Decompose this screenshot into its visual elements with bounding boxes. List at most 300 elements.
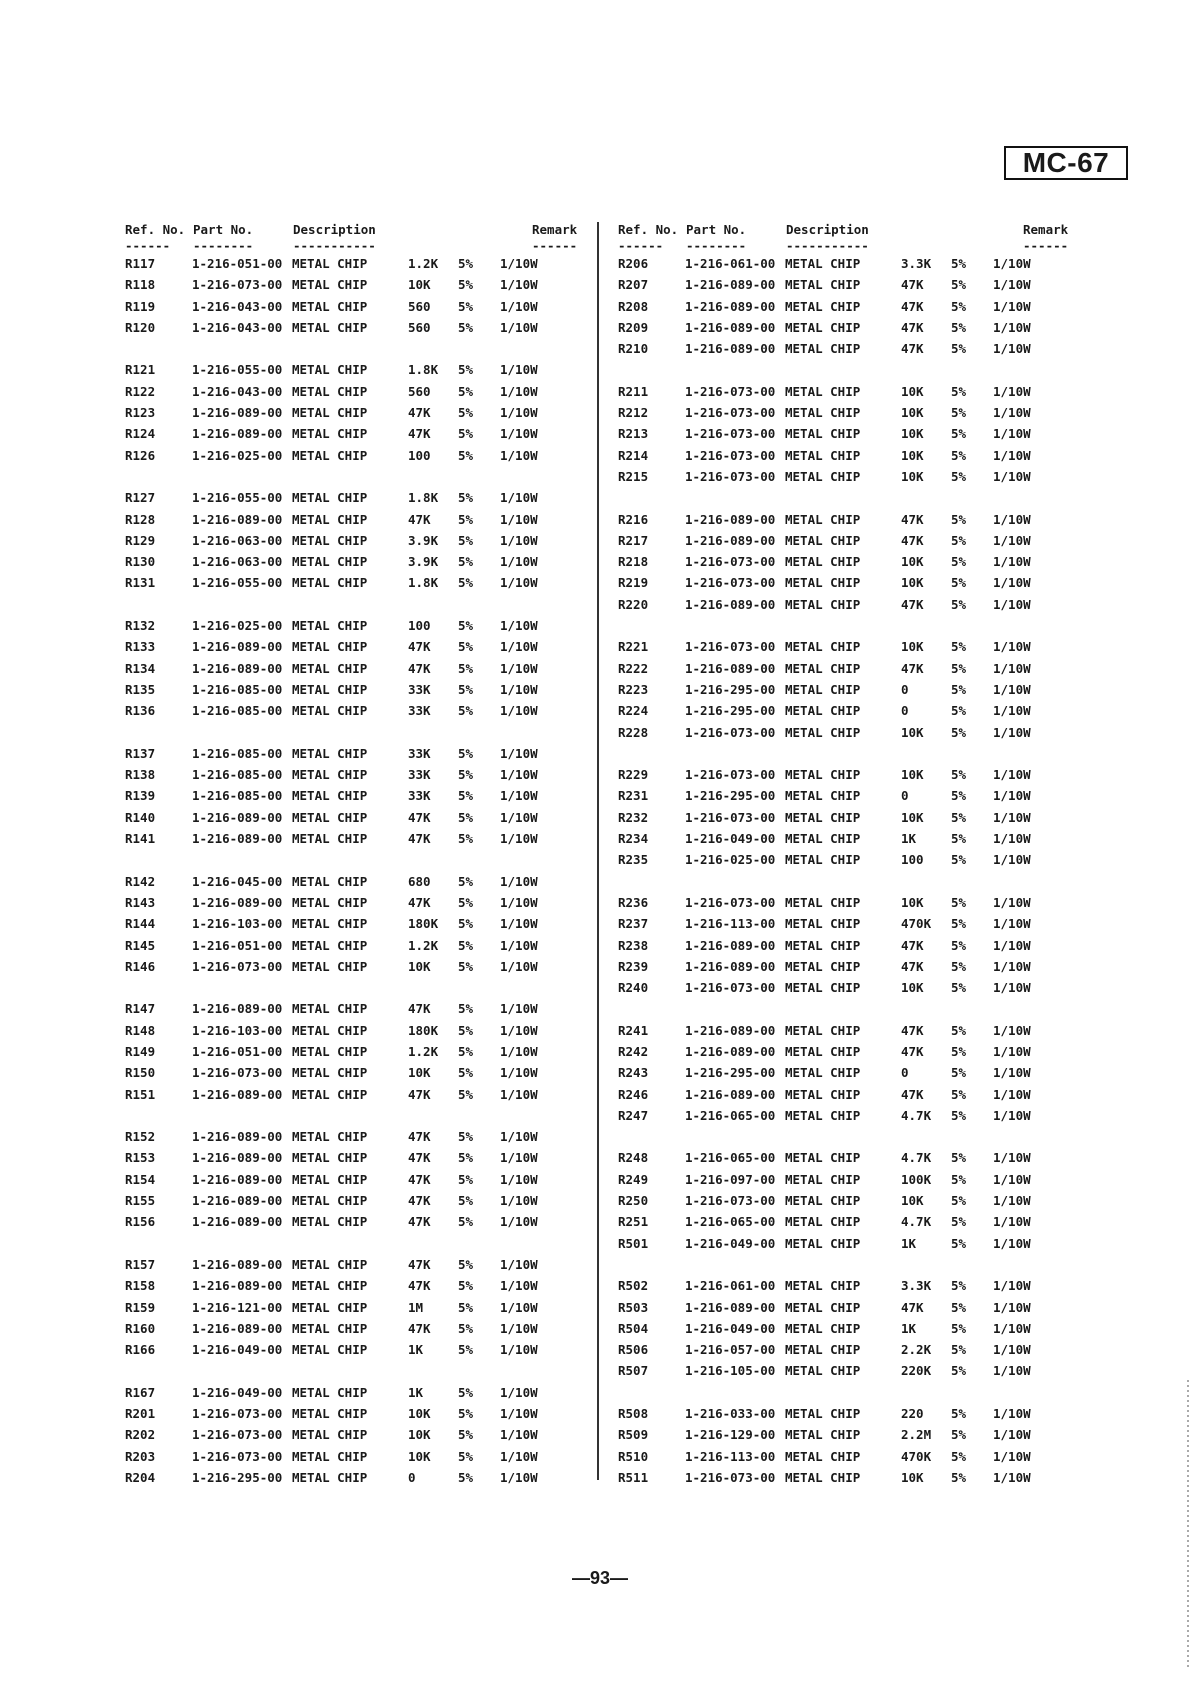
part-no-cell: 1-216-089-00 [192,1086,283,1102]
description-cell: METAL CHIP [785,958,861,974]
value-cell: 220K [901,1363,932,1379]
description-cell: METAL CHIP [785,703,861,719]
rating-cell: 1/10W [500,490,538,506]
table-row [618,938,1073,959]
group-spacer [125,1363,580,1384]
value-cell: 100 [408,618,431,634]
table-row [125,1193,580,1214]
table-row [125,1321,580,1342]
table-row [618,384,1073,405]
value-cell: 10K [408,277,431,293]
ref-no-cell: R211 [618,383,649,399]
value-cell: 560 [408,383,431,399]
rating-cell: 1/10W [500,809,538,825]
table-row [618,980,1073,1001]
tolerance-cell: 5% [458,256,474,271]
value-cell: 47K [408,426,431,442]
rating-cell: 1/10W [500,1129,538,1145]
part-no-cell: 1-216-057-00 [685,1342,776,1358]
part-no-cell: 1-216-089-00 [192,1171,283,1187]
description-cell: METAL CHIP [785,1043,861,1059]
value-cell: 10K [901,767,924,783]
value-cell: 33K [408,703,431,719]
part-no-cell: 1-216-073-00 [685,468,776,484]
tolerance-cell: 5% [458,1150,474,1166]
parts-column-left [125,222,580,1491]
description-cell: METAL CHIP [785,1278,861,1294]
ref-no-cell: R204 [125,1469,156,1485]
tolerance-cell: 5% [951,298,967,314]
rating-cell: 1/10W [993,468,1031,484]
tolerance-cell: 5% [458,937,474,953]
rating-cell: 1/10W [500,788,538,804]
table-row [618,1108,1073,1129]
value-cell: 10K [901,554,924,570]
table-row [618,448,1073,469]
table-row [125,1406,580,1427]
table-row [125,1172,580,1193]
description-cell: METAL CHIP [292,745,368,761]
part-no-cell: 1-216-063-00 [192,554,283,570]
tolerance-cell: 5% [951,767,967,783]
description-rule: ----------- [293,238,376,253]
rating-cell: 1/10W [993,1235,1031,1251]
tolerance-cell: 5% [951,831,967,847]
rating-cell: 1/10W [500,447,538,463]
ref-no-cell: R241 [618,1022,649,1038]
table-row [618,299,1073,320]
tolerance-cell: 5% [951,468,967,484]
value-cell: 560 [408,319,431,335]
table-row [125,682,580,703]
tolerance-cell: 5% [951,256,967,271]
value-cell: 1K [901,831,917,847]
part-no-cell: 1-216-295-00 [192,1469,283,1485]
table-row [125,661,580,682]
table-row [125,1278,580,1299]
ref-no-cell: R117 [125,256,156,271]
tolerance-cell: 5% [951,277,967,293]
table-row [125,1214,580,1235]
ref-no-cell: R224 [618,703,649,719]
tolerance-cell: 5% [951,554,967,570]
value-cell: 470K [901,916,932,932]
value-cell: 10K [901,980,924,996]
group-spacer [125,341,580,362]
value-cell: 47K [408,1193,431,1209]
value-cell: 10K [901,447,924,463]
tolerance-cell: 5% [951,532,967,548]
tolerance-cell: 5% [458,447,474,463]
ref-no-cell: R127 [125,490,156,506]
table-row [618,1193,1073,1214]
tolerance-cell: 5% [458,1043,474,1059]
tolerance-cell: 5% [458,681,474,697]
tolerance-cell: 5% [951,1043,967,1059]
scan-edge-marks [1187,1380,1189,1670]
group-spacer [618,1385,1073,1406]
part-no-cell: 1-216-295-00 [685,703,776,719]
ref-no-cell: R119 [125,298,156,314]
ref-no-cell: R148 [125,1022,156,1038]
ref-no-cell: R156 [125,1214,156,1230]
value-cell: 1.8K [408,575,439,591]
rating-cell: 1/10W [993,980,1031,996]
part-no-cell: 1-216-089-00 [685,277,776,293]
tolerance-cell: 5% [951,511,967,527]
part-no-cell: 1-216-085-00 [192,681,283,697]
description-cell: METAL CHIP [785,1150,861,1166]
part-no-cell: 1-216-089-00 [192,1001,283,1017]
value-cell: 47K [408,1256,431,1272]
value-cell: 10K [901,1469,924,1485]
table-row [618,597,1073,618]
group-spacer [125,980,580,1001]
group-spacer [618,746,1073,767]
column-header [618,222,1073,256]
value-cell: 0 [901,703,909,719]
table-row [125,448,580,469]
table-row [125,1001,580,1022]
value-cell: 10K [901,383,924,399]
table-row [125,490,580,511]
value-cell: 47K [901,1299,924,1315]
part-no-cell: 1-216-089-00 [192,831,283,847]
value-cell: 10K [901,894,924,910]
ref-no-cell: R232 [618,809,649,825]
description-cell: METAL CHIP [785,1427,861,1443]
table-row [125,703,580,724]
description-cell: METAL CHIP [292,958,368,974]
tolerance-cell: 5% [458,1448,474,1464]
value-cell: 10K [408,1448,431,1464]
ref-no-cell: R202 [125,1427,156,1443]
ref-no-cell: R129 [125,532,156,548]
description-cell: METAL CHIP [292,703,368,719]
description-cell: METAL CHIP [785,1214,861,1230]
part-no-cell: 1-216-073-00 [685,426,776,442]
part-no-cell: 1-216-105-00 [685,1363,776,1379]
description-cell: METAL CHIP [785,852,861,868]
group-spacer [618,1129,1073,1150]
ref-no-cell: R251 [618,1214,649,1230]
rating-cell: 1/10W [500,405,538,421]
part-no-cell: 1-216-025-00 [685,852,776,868]
rating-cell: 1/10W [993,703,1031,719]
value-cell: 47K [901,958,924,974]
table-row [618,554,1073,575]
ref-no-cell: R140 [125,809,156,825]
ref-no-cell: R207 [618,277,649,293]
description-cell: METAL CHIP [292,532,368,548]
ref-no-cell: R150 [125,1065,156,1081]
tolerance-cell: 5% [951,1320,967,1336]
tolerance-cell: 5% [458,767,474,783]
table-row [618,1065,1073,1086]
part-no-cell: 1-216-089-00 [685,660,776,676]
description-cell: METAL CHIP [292,639,368,655]
tolerance-cell: 5% [951,980,967,996]
description-cell: METAL CHIP [785,788,861,804]
part-no-header: Part No. [193,222,254,237]
rating-cell: 1/10W [500,1469,538,1485]
part-no-cell: 1-216-089-00 [685,319,776,335]
table-row [125,1129,580,1150]
table-row [125,895,580,916]
tolerance-cell: 5% [951,447,967,463]
description-cell: METAL CHIP [292,277,368,293]
part-no-cell: 1-216-073-00 [685,1193,776,1209]
rating-cell: 1/10W [993,554,1031,570]
description-cell: METAL CHIP [292,1384,368,1400]
rating-cell: 1/10W [500,1448,538,1464]
table-row [618,575,1073,596]
description-cell: METAL CHIP [292,831,368,847]
value-cell: 0 [901,681,909,697]
value-cell: 4.7K [901,1214,932,1230]
value-cell: 47K [901,596,924,612]
value-cell: 33K [408,681,431,697]
value-cell: 47K [408,639,431,655]
part-no-cell: 1-216-063-00 [192,532,283,548]
ref-no-cell: R234 [618,831,649,847]
ref-no-cell: R222 [618,660,649,676]
tolerance-cell: 5% [458,362,474,378]
description-cell: METAL CHIP [785,256,861,271]
ref-no-cell: R154 [125,1171,156,1187]
description-cell: METAL CHIP [785,1299,861,1315]
tolerance-cell: 5% [458,745,474,761]
tolerance-cell: 5% [951,916,967,932]
ref-no-cell: R246 [618,1086,649,1102]
rating-cell: 1/10W [500,426,538,442]
tolerance-cell: 5% [951,1214,967,1230]
tolerance-cell: 5% [458,490,474,506]
description-cell: METAL CHIP [292,490,368,506]
description-cell: METAL CHIP [785,916,861,932]
description-cell: METAL CHIP [785,809,861,825]
table-row [125,277,580,298]
description-cell: METAL CHIP [292,1043,368,1059]
table-row [618,1044,1073,1065]
tolerance-cell: 5% [951,383,967,399]
rating-cell: 1/10W [500,1171,538,1187]
ref-no-cell: R159 [125,1299,156,1315]
part-no-cell: 1-216-089-00 [685,298,776,314]
part-no-cell: 1-216-073-00 [685,575,776,591]
table-row [618,1214,1073,1235]
rating-cell: 1/10W [500,1214,538,1230]
part-no-cell: 1-216-073-00 [685,1469,776,1485]
table-row [618,1427,1073,1448]
rating-cell: 1/10W [500,1043,538,1059]
value-cell: 10K [408,1065,431,1081]
rating-cell: 1/10W [993,447,1031,463]
description-cell: METAL CHIP [785,1448,861,1464]
description-cell: METAL CHIP [292,788,368,804]
description-cell: METAL CHIP [785,468,861,484]
part-no-cell: 1-216-043-00 [192,298,283,314]
description-cell: METAL CHIP [292,1427,368,1443]
rating-cell: 1/10W [500,916,538,932]
table-row [125,1300,580,1321]
table-row [618,767,1073,788]
ref-no-cell: R240 [618,980,649,996]
description-cell: METAL CHIP [785,341,861,357]
part-no-cell: 1-216-097-00 [685,1171,776,1187]
rating-cell: 1/10W [993,1065,1031,1081]
rating-cell: 1/10W [500,298,538,314]
value-cell: 10K [901,809,924,825]
description-cell: METAL CHIP [292,511,368,527]
part-no-cell: 1-216-089-00 [192,1278,283,1294]
ref-no-cell: R151 [125,1086,156,1102]
description-cell: METAL CHIP [292,1214,368,1230]
group-spacer [618,490,1073,511]
rating-cell: 1/10W [500,383,538,399]
table-row [125,426,580,447]
ref-no-cell: R223 [618,681,649,697]
rating-cell: 1/10W [500,1299,538,1315]
value-cell: 1M [408,1299,424,1315]
part-no-cell: 1-216-089-00 [192,1214,283,1230]
value-cell: 560 [408,298,431,314]
table-row [125,1087,580,1108]
value-cell: 47K [901,937,924,953]
description-cell: METAL CHIP [292,298,368,314]
rating-cell: 1/10W [993,341,1031,357]
description-cell: METAL CHIP [785,894,861,910]
ref-no-cell: R235 [618,852,649,868]
table-row [618,895,1073,916]
description-cell: METAL CHIP [292,1193,368,1209]
table-row [618,1300,1073,1321]
tolerance-cell: 5% [458,958,474,974]
table-row [125,788,580,809]
rating-cell: 1/10W [993,1043,1031,1059]
ref-no-rule: ------ [618,238,664,253]
part-no-cell: 1-216-049-00 [192,1342,283,1358]
ref-no-cell: R144 [125,916,156,932]
table-row [618,1363,1073,1384]
rating-cell: 1/10W [500,958,538,974]
tolerance-cell: 5% [951,1193,967,1209]
rating-cell: 1/10W [500,575,538,591]
description-cell: METAL CHIP [292,681,368,697]
table-row [618,320,1073,341]
rating-cell: 1/10W [993,1150,1031,1166]
group-spacer [125,1108,580,1129]
value-cell: 47K [901,319,924,335]
ref-no-cell: R149 [125,1043,156,1059]
value-cell: 47K [408,405,431,421]
ref-no-cell: R506 [618,1342,649,1358]
part-no-cell: 1-216-085-00 [192,767,283,783]
table-row [125,810,580,831]
value-cell: 47K [901,341,924,357]
value-cell: 10K [901,1193,924,1209]
description-cell: METAL CHIP [785,554,861,570]
description-cell: METAL CHIP [785,1406,861,1422]
description-cell: METAL CHIP [292,1469,368,1485]
tolerance-cell: 5% [458,532,474,548]
description-cell: METAL CHIP [785,319,861,335]
tolerance-cell: 5% [458,1065,474,1081]
rating-cell: 1/10W [993,575,1031,591]
rating-cell: 1/10W [993,809,1031,825]
table-row [125,405,580,426]
value-cell: 1K [901,1320,917,1336]
rating-cell: 1/10W [993,1086,1031,1102]
rating-cell: 1/10W [993,767,1031,783]
ref-no-cell: R122 [125,383,156,399]
part-no-cell: 1-216-033-00 [685,1406,776,1422]
tolerance-cell: 5% [951,1150,967,1166]
table-row [125,1427,580,1448]
ref-no-cell: R509 [618,1427,649,1443]
rating-cell: 1/10W [993,383,1031,399]
tolerance-cell: 5% [951,724,967,740]
tolerance-cell: 5% [951,1427,967,1443]
ref-no-cell: R167 [125,1384,156,1400]
ref-no-cell: R157 [125,1256,156,1272]
rating-cell: 1/10W [993,1022,1031,1038]
value-cell: 1K [901,1235,917,1251]
ref-no-cell: R502 [618,1278,649,1294]
table-row [125,831,580,852]
ref-no-cell: R213 [618,426,649,442]
part-no-cell: 1-216-073-00 [685,980,776,996]
ref-no-cell: R215 [618,468,649,484]
value-cell: 10K [901,639,924,655]
ref-no-cell: R208 [618,298,649,314]
value-cell: 1.8K [408,490,439,506]
tolerance-cell: 5% [951,575,967,591]
part-no-cell: 1-216-045-00 [192,873,283,889]
rating-cell: 1/10W [500,1001,538,1017]
value-cell: 220 [901,1406,924,1422]
ref-no-cell: R219 [618,575,649,591]
part-no-cell: 1-216-049-00 [685,1235,776,1251]
group-spacer [618,874,1073,895]
column-divider [597,222,599,1480]
part-no-cell: 1-216-073-00 [685,405,776,421]
value-cell: 33K [408,788,431,804]
rating-cell: 1/10W [993,831,1031,847]
description-rule: ----------- [786,238,869,253]
parts-column-right [618,222,1073,1491]
tolerance-cell: 5% [951,809,967,825]
part-no-cell: 1-216-049-00 [192,1384,283,1400]
part-no-cell: 1-216-089-00 [192,1320,283,1336]
part-no-cell: 1-216-061-00 [685,256,776,271]
tolerance-cell: 5% [458,1469,474,1485]
value-cell: 47K [408,1150,431,1166]
ref-no-cell: R136 [125,703,156,719]
ref-no-cell: R126 [125,447,156,463]
part-no-cell: 1-216-089-00 [192,426,283,442]
description-cell: METAL CHIP [785,1107,861,1123]
group-spacer [125,725,580,746]
group-spacer [618,1257,1073,1278]
description-cell: METAL CHIP [785,767,861,783]
table-row [125,639,580,660]
part-no-cell: 1-216-089-00 [685,937,776,953]
rating-cell: 1/10W [500,1022,538,1038]
value-cell: 100K [901,1171,932,1187]
parts-list-left [125,256,580,1491]
rating-cell: 1/10W [500,767,538,783]
